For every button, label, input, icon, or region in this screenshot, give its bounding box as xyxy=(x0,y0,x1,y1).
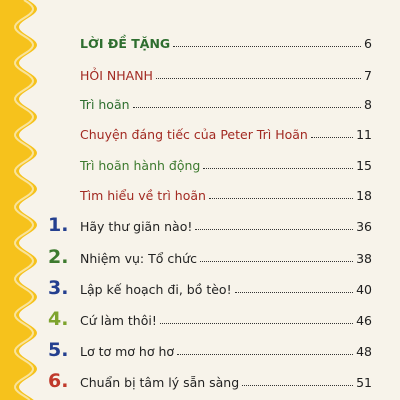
chapter-number: 6. xyxy=(48,370,69,392)
toc-entry-title: Chuẩn bị tâm lý sẵn sàng xyxy=(80,375,240,390)
chapter-number: 4. xyxy=(48,308,69,330)
toc-entry-title: Chuyện đáng tiếc của Peter Trì Hoãn xyxy=(80,127,308,142)
chapter-number: 2. xyxy=(48,246,69,268)
toc-entry-title: Hãy thư giãn nào! xyxy=(80,219,193,234)
toc-entry-chapter-1[interactable] xyxy=(80,219,372,234)
toc-entry-title: Cứ làm thôi! xyxy=(80,313,157,328)
toc-entry-dedication[interactable] xyxy=(80,36,372,51)
toc-entry-peter-story[interactable] xyxy=(80,127,372,142)
toc-entry-title: LỜI ĐỀ TẶNG xyxy=(80,36,171,51)
toc-entry-title: Nhiệm vụ: Tổ chức xyxy=(80,251,197,266)
toc-leader-dots xyxy=(160,323,353,324)
toc-leader-dots xyxy=(242,385,353,386)
toc-page-number: 18 xyxy=(356,188,372,203)
toc-entry-title: Tìm hiểu về trì hoãn xyxy=(80,188,206,203)
toc-page-number: 7 xyxy=(364,68,372,83)
toc-leader-dots xyxy=(203,168,353,169)
toc-page-number: 38 xyxy=(356,251,372,266)
toc-entry-procrastination-action[interactable] xyxy=(80,158,372,173)
toc-entry-chapter-6[interactable] xyxy=(80,375,372,390)
toc-leader-dots xyxy=(156,78,361,79)
toc-leader-dots xyxy=(173,46,361,47)
toc-entry-title: Lơ tơ mơ hơ hơ xyxy=(80,344,175,359)
toc-page-number: 40 xyxy=(356,282,372,297)
toc-entry-chapter-2[interactable] xyxy=(80,251,372,266)
toc-page-number: 15 xyxy=(356,158,372,173)
toc-entry-about-procrastination[interactable] xyxy=(80,188,372,203)
toc-entry-title: Trì hoãn hành động xyxy=(80,158,201,173)
toc-page-number: 51 xyxy=(356,375,372,390)
toc-entry-procrastination[interactable] xyxy=(80,97,372,112)
toc-leader-dots xyxy=(177,354,353,355)
toc-leader-dots xyxy=(235,292,354,293)
toc-leader-dots xyxy=(311,137,353,138)
toc-leader-dots xyxy=(133,107,362,108)
toc-leader-dots xyxy=(209,198,353,199)
toc-page-number: 36 xyxy=(356,219,372,234)
chapter-number: 5. xyxy=(48,339,69,361)
toc-page-number: 11 xyxy=(356,127,372,142)
toc-page-number: 46 xyxy=(356,313,372,328)
toc-entry-chapter-4[interactable] xyxy=(80,313,372,328)
chapter-number: 3. xyxy=(48,277,69,299)
toc-leader-dots xyxy=(200,261,353,262)
toc-entry-title: Trì hoãn xyxy=(80,97,130,112)
toc-entry-title: HỎI NHANH xyxy=(80,68,153,83)
toc-entry-chapter-3[interactable] xyxy=(80,282,372,297)
toc-entry-quick-quiz[interactable] xyxy=(80,68,372,83)
toc-page-number: 48 xyxy=(356,344,372,359)
toc-entry-title: Lập kế hoạch đi, bồ tèo! xyxy=(80,282,232,297)
chapter-number: 1. xyxy=(48,214,69,236)
toc-page-number: 6 xyxy=(364,36,372,51)
toc-entry-chapter-5[interactable] xyxy=(80,344,372,359)
toc-leader-dots xyxy=(195,229,353,230)
toc-page-number: 8 xyxy=(364,97,372,112)
